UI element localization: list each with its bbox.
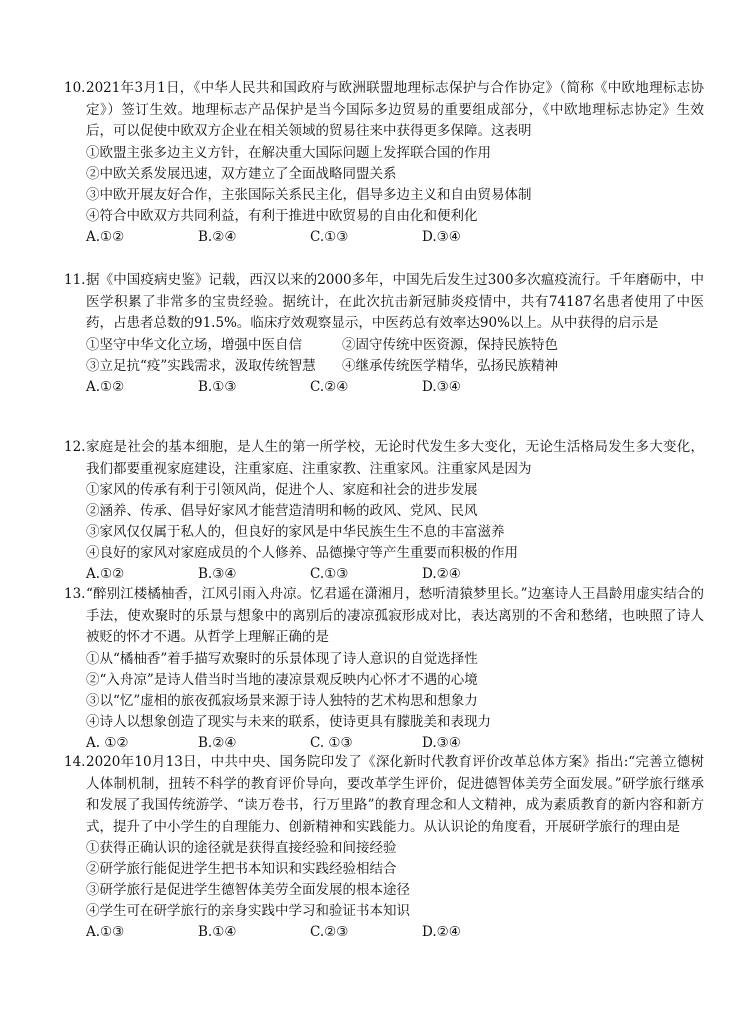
- choice-c[interactable]: C.②④: [310, 378, 349, 395]
- question-number: 13.: [64, 586, 86, 602]
- question-stem: “醉别江楼橘柚香，江风引雨入舟凉。忆君遥在潇湘月，愁听清猿梦里长。”边塞诗人王昌龄用虚实结合的手法，使欢聚时的乐景与想象中的离别后的凄凉孤寂形成对比，表达离别的不舍和愁绪，也映照了诗人被贬的怀才不遇。从哲学上理解正确的是: [86, 586, 704, 645]
- option-4: ④诗人以想象创造了现实与未来的联系，使诗更具有朦胧美和表现力: [86, 713, 491, 730]
- option-2: ②固守传统中医资源，保持民族特色: [342, 336, 558, 353]
- question-number: 11.: [64, 272, 86, 288]
- choice-b[interactable]: B.①③: [198, 378, 237, 395]
- choice-a[interactable]: A.①②: [86, 228, 125, 245]
- option-4: ④良好的家风对家庭成员的个人修养、品德操守等产生重要而积极的作用: [86, 545, 518, 561]
- option-4: ④继承传统医学精华，弘扬民族精神: [342, 357, 558, 374]
- choice-d[interactable]: D.③④: [422, 378, 461, 395]
- choice-a[interactable]: A.①③: [86, 924, 125, 940]
- option-2: ②“入舟凉”是诗人借当时当地的凄凉景观反映内心怀才不遇的心境: [86, 671, 478, 688]
- choice-d[interactable]: D.②④: [422, 566, 461, 582]
- answer-choices: [86, 564, 704, 585]
- choice-d[interactable]: D.③④: [422, 734, 461, 751]
- choice-a[interactable]: A.①②: [86, 378, 125, 395]
- answer-choices: [86, 377, 704, 398]
- choice-a[interactable]: A.①②: [86, 566, 125, 582]
- choice-d[interactable]: D.③④: [422, 228, 461, 245]
- choice-b[interactable]: B.③④: [198, 566, 237, 582]
- option-4: ④学生可在研学旅行的亲身实践中学习和验证书本知识: [86, 903, 410, 919]
- option-3: ③以“忆”虚相的旅夜孤寂场景来源于诗人独特的艺术构思和想象力: [86, 692, 478, 709]
- option-4: ④符合中欧双方共同利益，有利于推进中欧贸易的自由化和便利化: [86, 207, 478, 224]
- option-3: ③中欧开展友好合作，主张国际关系民主化，倡导多边主义和自由贸易体制: [86, 186, 532, 203]
- option-1: ①欧盟主张多边主义方针，在解决重大国际问题上发挥联合国的作用: [86, 144, 491, 161]
- answer-choices: [86, 227, 704, 248]
- option-1: ①从“橘柚香”着手描写欢聚时的乐景体现了诗人意识的自觉选择性: [86, 650, 478, 667]
- choice-c[interactable]: C.②③: [310, 924, 349, 940]
- option-3: ③家风仅仅属于私人的，但良好的家风是中华民族生生不息的丰富滋养: [86, 524, 505, 540]
- question-stem: 2020年10月13日，中共中央、国务院印发了《深化新时代教育评价改革总体方案》指出:“完善立德树人体制机制，扭转不科学的教育评价导向，要改革学生评价，促进德智体美劳全面发展。”研学旅行继承和发展了我国传统游学、“读万卷书，行万里路”的教育理念和人文精神，成为素质教育的新内容和新方式，提升了中小学生的自理能力、创新精神和实践能力。从认识论的角度看，开展研学旅行的理由是: [86, 754, 704, 835]
- option-1: ①获得正确认识的途径就是获得直接经验和间接经验: [86, 840, 397, 856]
- choice-b[interactable]: B.①④: [198, 924, 237, 940]
- option-3: ③研学旅行是促进学生德智体美劳全面发展的根本途径: [86, 882, 410, 898]
- option-row: [86, 356, 704, 377]
- option-2: ②中欧关系发展迅速，双方建立了全面战略同盟关系: [86, 165, 397, 182]
- choice-b[interactable]: B.②④: [198, 734, 237, 751]
- choice-c[interactable]: C.①③: [310, 228, 349, 245]
- question-14: [64, 752, 704, 943]
- option-2: ②研学旅行能促进学生把书本知识和实践经验相结合: [86, 861, 397, 877]
- question-11: [64, 270, 704, 398]
- choice-c[interactable]: C. ①③: [310, 734, 353, 751]
- option-3: ③立足抗“疫”实践需求，汲取传统智慧: [86, 357, 316, 374]
- choice-a[interactable]: A. ①②: [86, 734, 129, 751]
- question-13: [64, 584, 704, 754]
- answer-choices: [86, 922, 704, 943]
- question-number: 12.: [64, 439, 86, 455]
- answer-choices: [86, 733, 704, 754]
- option-row: [86, 335, 704, 356]
- option-1: ①家风的传承有利于引领风尚，促进个人、家庭和社会的进步发展: [86, 482, 478, 498]
- question-10: [64, 78, 704, 248]
- question-number: 14.: [64, 754, 86, 770]
- question-stem: 2021年3月1日，《中华人民共和国政府与欧洲联盟地理标志保护与合作协定》（简称《中欧地理标志协定》）签订生效。地理标志产品保护是当今国际多边贸易的重要组成部分，《中欧地理标志协定》生效后，可以促使中欧双方企业在相关领域的贸易往来中获得更多保障。这表明: [86, 80, 704, 139]
- question-stem: 据《中国疫病史鉴》记载，西汉以来的2000多年，中国先后发生过300多次瘟疫流行。千年磨砺中，中医学积累了非常多的宝贵经验。据统计，在此次抗击新冠肺炎疫情中，共有74187名患者使用了中医药，占患者总数的91.5%。临床疗效观察显示，中医药总有效率达90%以上。从中获得的启示是: [86, 272, 704, 331]
- question-number: 10.: [64, 80, 86, 96]
- question-stem: 家庭是社会的基本细胞，是人生的第一所学校，无论时代发生多大变化，无论生活格局发生多大变化，我们都要重视家庭建设，注重家庭、注重家教、注重家风。注重家风是因为: [86, 439, 704, 477]
- choice-b[interactable]: B.②④: [198, 228, 237, 245]
- option-2: ②涵养、传承、倡导好家风才能营造清明和畅的政风、党风、民风: [86, 503, 478, 519]
- option-1: ①坚守中华文化立场，增强中医自信: [86, 336, 302, 353]
- choice-d[interactable]: D.②④: [422, 924, 461, 940]
- question-12: [64, 437, 704, 585]
- choice-c[interactable]: C.①③: [310, 566, 349, 582]
